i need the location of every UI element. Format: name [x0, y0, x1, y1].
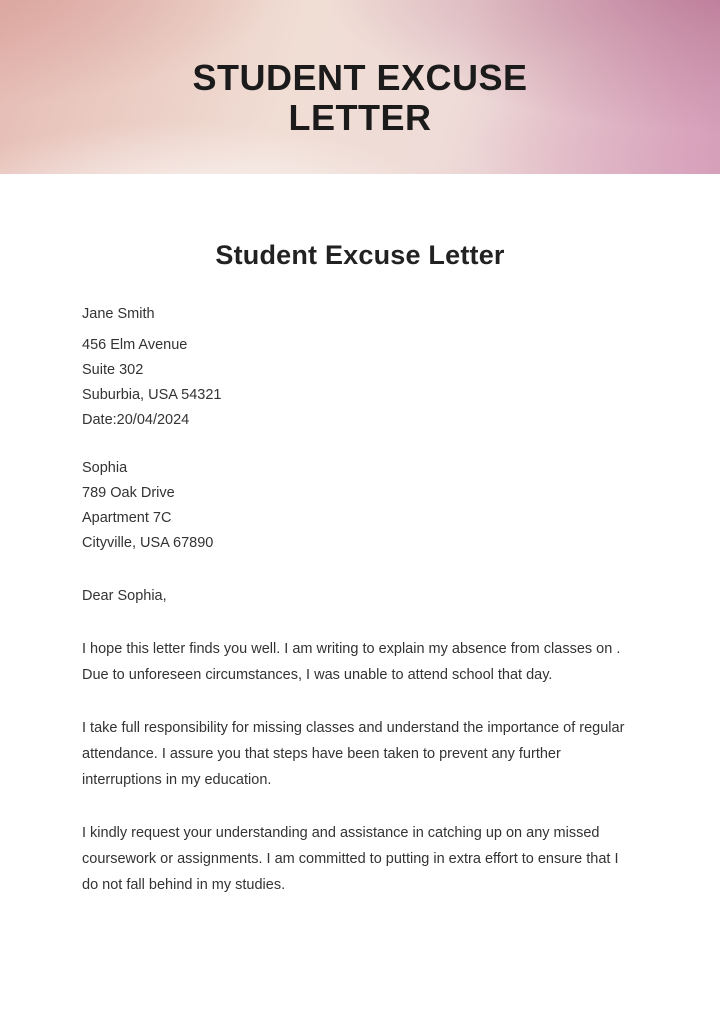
sender-date-line: Date:20/04/2024: [82, 412, 190, 428]
letter-paragraph: I hope this letter finds you well. I am writing to explain my absence from classes on . Due to unforeseen circumstances, I was unable to attend school that day.: [82, 641, 621, 683]
recipient-address-line: Apartment 7C: [82, 510, 172, 526]
letter-paragraph: I take full responsibility for missing classes and understand the importance of regular attendance. I assure you that steps have been taken to prevent any further interruptions in my education.: [82, 720, 625, 788]
page-title: Student Excuse Letter: [215, 240, 505, 270]
sender-block: [82, 302, 638, 433]
salutation: Dear Sophia,: [82, 588, 167, 604]
hero-title-line-1: STUDENT EXCUSE: [192, 57, 528, 98]
letter-paragraph: I kindly request your understanding and assistance in catching up on any missed coursework or assignments. I am committed to putting in extra effort to ensure that I do not fall behind in my studies.: [82, 825, 619, 893]
sender-name: Jane Smith: [82, 306, 155, 322]
letter-body: [0, 240, 720, 898]
recipient-address-line: Cityville, USA 67890: [82, 535, 214, 551]
hero-title-line-2: LETTER: [288, 97, 432, 138]
recipient-name: Sophia: [82, 460, 128, 476]
sender-address-line: Suburbia, USA 54321: [82, 387, 222, 403]
hero-title: [0, 58, 720, 138]
hero-banner: [0, 0, 720, 174]
recipient-address-line: 789 Oak Drive: [82, 485, 175, 501]
sender-address-line: Suite 302: [82, 362, 144, 378]
recipient-block: [82, 456, 638, 556]
sender-address-line: 456 Elm Avenue: [82, 337, 188, 353]
